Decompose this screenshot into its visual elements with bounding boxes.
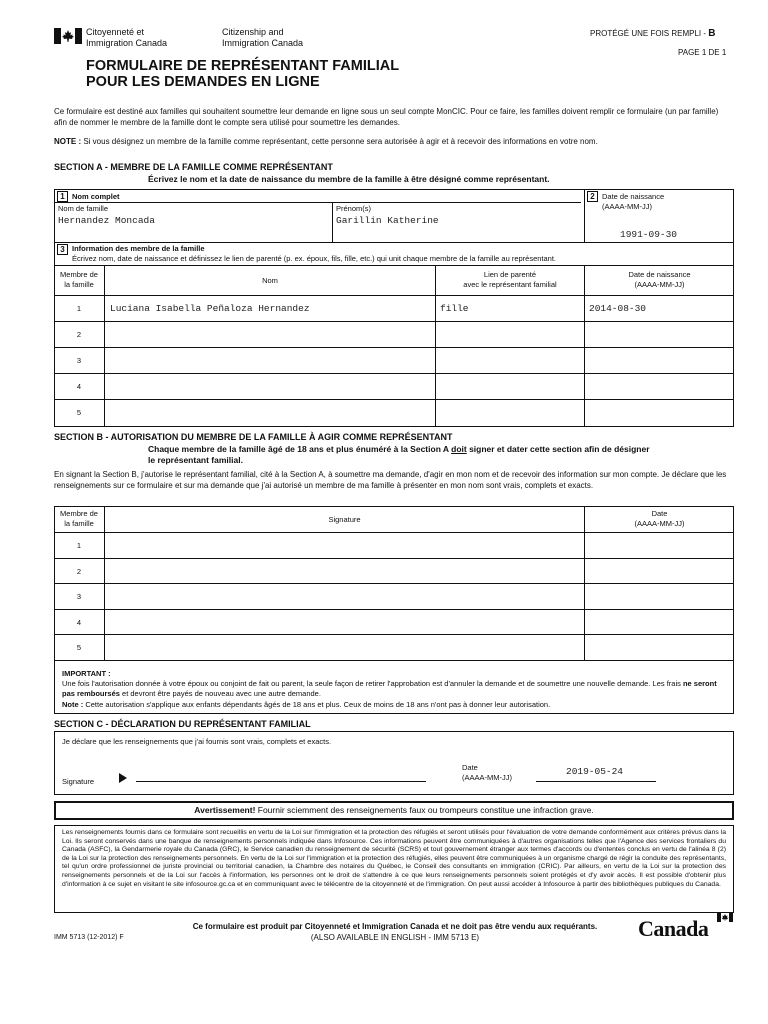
family-member-dob[interactable] — [589, 329, 729, 341]
signature-date-field[interactable] — [586, 585, 732, 605]
section-c-date-value[interactable]: 2019-05-24 — [566, 766, 624, 777]
family-member-relation[interactable] — [440, 381, 580, 393]
signature-field[interactable] — [106, 636, 582, 656]
signature-date-field[interactable] — [586, 534, 732, 554]
family-member-number: 1 — [76, 304, 82, 313]
family-info-label: Information des membre de la famille — [72, 244, 205, 253]
signature-row-number: 1 — [76, 541, 82, 550]
family-member-name[interactable] — [110, 407, 430, 419]
family-info-instruction: Écrivez nom, date de naissance et définissez le lien de parenté (p. ex. époux, fils, fille, etc.) qui unit chaque membre de la famille au représentant. — [72, 254, 557, 263]
family-member-name[interactable] — [110, 355, 430, 367]
family-member-dob[interactable] — [589, 407, 729, 419]
section-a-title: SECTION A - MEMBRE DE LA FAMILLE COMME REPRÉSENTANT — [54, 162, 333, 172]
signature-label: Signature — [62, 777, 95, 786]
dob-label: Date de naissance (AAAA-MM-JJ) — [602, 192, 665, 211]
field-2-number: 2 — [587, 191, 598, 202]
section-c-date-label: Date (AAAA-MM-JJ) — [462, 763, 512, 782]
footer-english: (ALSO AVAILABLE IN ENGLISH - IMM 5713 E) — [310, 933, 480, 942]
section-b-instruction: Chaque membre de la famille âgé de 18 ans et plus énuméré à la Section A doit signer et dater cette section afin de désigner le représentant familial. — [148, 444, 650, 465]
intro-note: NOTE : Si vous désignez un membre de la famille comme représentant, cette personne sera autorisée à agir et à recevoir des informations en votre nom. — [54, 137, 598, 146]
canada-flag-icon — [54, 28, 82, 44]
agency-name-fr: Citoyenneté et Immigration Canada — [86, 27, 168, 48]
signature-row-number: 5 — [76, 643, 82, 652]
field-1-number: 1 — [57, 191, 68, 202]
section-b-title: SECTION B - AUTORISATION DU MEMBRE DE LA FAMILLE À AGIR COMME REPRÉSENTANT — [54, 432, 453, 442]
family-member-dob[interactable]: 2014-08-30 — [589, 303, 647, 314]
family-member-dob[interactable] — [589, 355, 729, 367]
warning-box: Avertissement! Fournir sciemment des renseignements faux ou trompeurs constitue une infraction grave. — [54, 801, 734, 820]
sig-col-date-header: Date (AAAA-MM-JJ) — [634, 509, 685, 528]
signature-date-field[interactable] — [586, 560, 732, 580]
signature-line[interactable] — [136, 781, 426, 782]
col-dob-header: Date de naissance (AAAA-MM-JJ) — [628, 270, 691, 289]
important-label: IMPORTANT : — [62, 669, 111, 678]
family-member-number: 4 — [76, 382, 82, 391]
family-member-number: 3 — [76, 356, 82, 365]
col-member-header: Membre de la famille — [60, 270, 98, 289]
protected-label: PROTÉGÉ UNE FOIS REMPLI - B — [590, 28, 716, 39]
signature-row-number: 3 — [76, 592, 82, 601]
family-member-number: 5 — [76, 408, 82, 417]
signature-field[interactable] — [106, 560, 582, 580]
family-member-dob[interactable] — [589, 381, 729, 393]
family-member-name[interactable] — [110, 329, 430, 341]
col-relation-header: Lien de parenté avec le représentant familial — [463, 270, 557, 289]
form-id: IMM 5713 (12-2012) F — [54, 934, 124, 941]
privacy-notice: Les renseignements fournis dans ce formulaire sont recueillis en vertu de la Loi sur l'immigration et la protection des réfugiés et seront utilisés pour l'évaluation de votre demande conformément aux critères prévus dans la Loi. Ils seront conservés dans une banque de renseignements personnels indiquée dans Infosource. Ces informations peuvent être communiquées à d'autres organisations telles que l'Agence des services frontaliers du Canada (ASFC), la Gendarmerie royale du Canada (GRC), le Service canadien du renseignement de sécurité (SCRS) et tout gouvernement étranger aux termes d'accords ou d'ententes conclus en vertu de l'alinéa 8 (2) de la Loi sur la protection des renseignements personnels. En vertu de la Loi sur l'immigration et la protection des réfugiés, elles peuvent être communiquées à un organisme chargé de régir la conduite des représentants, tel qu'un ordre professionnel de juriste provincial ou territorial canadien, la Chambre des notaires du Québec, le Conseil des consultants en immigration (CRIC). Par ailleurs, en vertu de la Loi sur la protection des renseignements personnels et de la Loi sur l'accès à l'information, les personnes ont le droit de s'attendre à ce que leurs renseignements personnels soient protégés et d'y avoir accès. Il est possible d'obtenir plus d'information à ce sujet en visitant le site infosource.gc.ca et en communiquant avec le télécentre de la citoyenneté et de l'immigration. On peut aussi accéder à Infosource à partir des bibliothèques publiques du Canada. — [62, 829, 726, 888]
arrow-icon — [118, 773, 128, 785]
sig-col-member-header: Membre de la famille — [60, 509, 98, 528]
signature-row-number: 4 — [76, 618, 82, 627]
declaration-text: Je déclare que les renseignements que j'ai fournis sont vrais, complets et exacts. — [62, 737, 332, 746]
important-text: Une fois l'autorisation donnée à votre époux ou conjoint de fait ou parent, la seule façon de retirer l'approbation est d'annuler la demande et de soumettre une nouvelle demande. Les frais ne seront pas remboursés et devront être payés de nouveau avec une autre demande. — [62, 679, 717, 698]
surname-label: Nom de famille — [58, 204, 109, 213]
family-member-number: 2 — [76, 330, 82, 339]
form-title: FORMULAIRE DE REPRÉSENTANT FAMILIAL POUR LES DEMANDES EN LIGNE — [86, 58, 400, 90]
intro-paragraph: Ce formulaire est destiné aux familles qui souhaitent soumettre leur demande en ligne sous un seul compte MonCIC. Pour ce faire, les familles doivent remplir ce formulaire (un par famille) afin de nommer le membre de la famille dont le compte sera utilisé pour soumettre les demandes. — [54, 107, 719, 127]
signature-field[interactable] — [106, 534, 582, 554]
signature-row-number: 2 — [76, 567, 82, 576]
given-name-label: Prénom(s) — [336, 204, 372, 213]
footer-notice: Ce formulaire est produit par Citoyenneté et Immigration Canada et ne doit pas être vendu aux requérants. — [192, 922, 598, 931]
section-c-title: SECTION C - DÉCLARATION DU REPRÉSENTANT FAMILIAL — [54, 719, 311, 729]
family-member-relation[interactable] — [440, 407, 580, 419]
family-member-name[interactable] — [110, 381, 430, 393]
full-name-label: Nom complet — [72, 192, 120, 201]
agency-name-en: Citizenship and Immigration Canada — [222, 27, 304, 48]
signature-date-field[interactable] — [586, 611, 732, 631]
signature-field[interactable] — [106, 585, 582, 605]
surname-value[interactable]: Hernandez Moncada — [58, 215, 155, 226]
family-member-name[interactable]: Luciana Isabella Peñaloza Hernandez — [110, 303, 310, 314]
dob-value[interactable]: 1991-09-30 — [620, 229, 678, 240]
signature-field[interactable] — [106, 611, 582, 631]
col-name-header: Nom — [262, 276, 278, 285]
signature-date-field[interactable] — [586, 636, 732, 656]
family-member-relation[interactable] — [440, 329, 580, 341]
wordmark-flag-icon — [717, 913, 733, 924]
given-name-value[interactable]: Garillin Katherine — [336, 215, 439, 226]
section-a-instruction: Écrivez le nom et la date de naissance du membre de la famille à être désigné comme représentant. — [148, 174, 550, 184]
family-member-relation[interactable]: fille — [440, 303, 469, 314]
field-3-number: 3 — [57, 244, 68, 255]
page-number: PAGE 1 DE 1 — [678, 48, 727, 57]
section-b-paragraph: En signant la Section B, j'autorise le représentant familial, cité à la Section A, à soumettre ma demande, d'agir en mon nom et de recevoir des information sur mon compte. Je déclare que les renseignements sur ce formulaire et sur ma demande que j'ai autorisé un membre de ma famille à présenter en mon nom sont vrais, complets et exacts. — [54, 470, 727, 490]
sig-col-signature-header: Signature — [328, 515, 361, 524]
canada-wordmark: Canada — [638, 916, 709, 941]
family-member-relation[interactable] — [440, 355, 580, 367]
important-note: Note : Cette autorisation s'applique aux enfants dépendants âgés de 18 ans et plus. Ceux de moins de 18 ans n'ont pas à donner leur autorisation. — [62, 700, 551, 709]
